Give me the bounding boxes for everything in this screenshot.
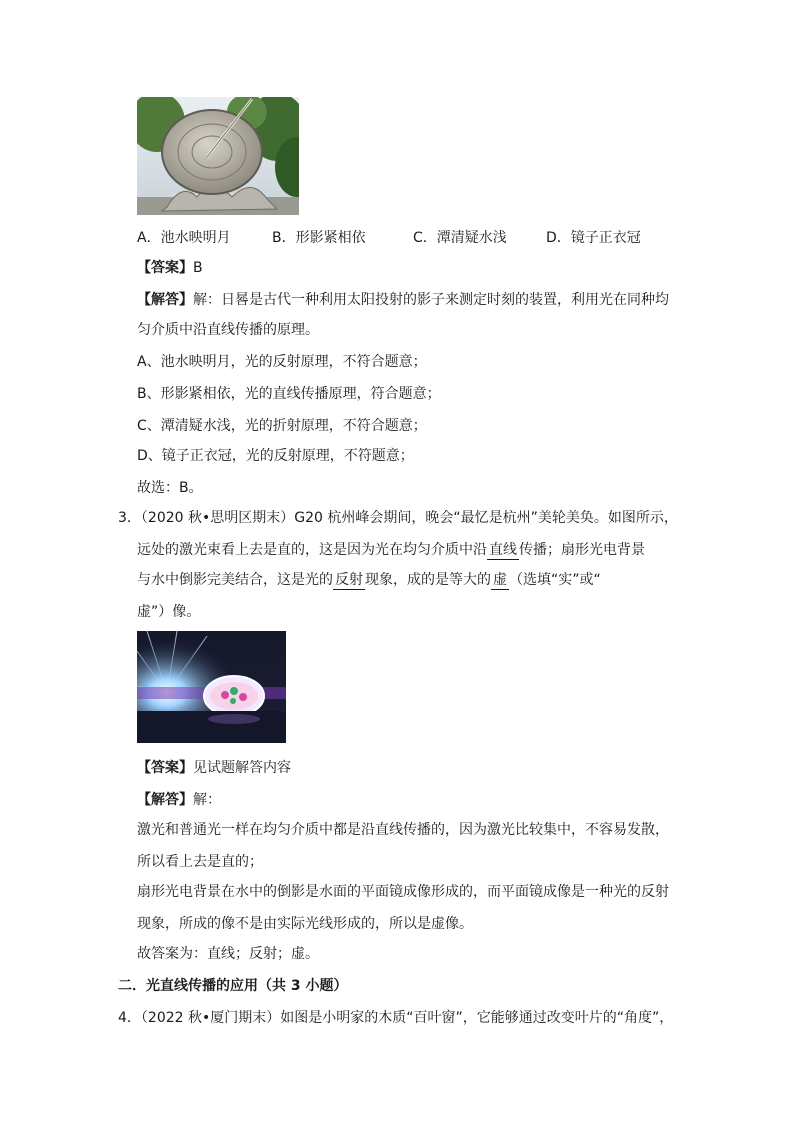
analysis-paragraph: 现象，所成的像不是由实际光线形成的，所以是虚像。 [137, 916, 473, 932]
question-3-line1: 3．（2020 秋•思明区期末）G20 杭州峰会期间，晚会“最忆是杭州”美轮美奂。如图所示， [118, 510, 678, 526]
answer-row [137, 258, 203, 278]
question-3-line3 [137, 570, 601, 590]
option-d: D．镜子正衣冠 [546, 230, 641, 246]
sundial-image [137, 97, 299, 215]
analysis-text: 解： [193, 792, 221, 808]
question-3-line2 [137, 540, 645, 560]
question-text: （选填“实”或“ [509, 572, 601, 588]
analysis-row [137, 790, 221, 810]
answer-value: B [193, 260, 203, 276]
question-text: 传播；扇形光电背景 [519, 542, 645, 558]
analysis-item: A、池水映明月，光的反射原理，不符合题意； [137, 354, 427, 370]
option-c: C．潭清疑水浅 [413, 230, 507, 246]
analysis-item: B、形影紧相依，光的直线传播原理，符合题意； [137, 386, 441, 402]
blank-answer-3: 虚 [493, 572, 507, 588]
analysis-paragraph: 扇形光电背景在水中的倒影是水面的平面镜成像形成的，而平面镜成像是一种光的反射 [137, 884, 669, 900]
option-b: B．形影紧相依 [272, 230, 366, 246]
answer-row [137, 758, 291, 778]
question-3-line4: 虚”）像。 [137, 604, 201, 620]
analysis-text-cont: 匀介质中沿直线传播的原理。 [137, 322, 319, 338]
choose-text: 故选：B。 [137, 480, 203, 496]
question-text: 现象，成的是等大的 [365, 572, 491, 588]
analysis-item: C、潭清疑水浅，光的折射原理，不符合题意； [137, 418, 427, 434]
analysis-label: 【解答】 [137, 292, 193, 308]
analysis-text: 解：日晷是古代一种利用太阳投射的影子来测定时刻的装置，利用光在同种均 [193, 292, 669, 308]
answer-label: 【答案】 [137, 760, 193, 776]
question-text: 远处的激光束看上去是直的，这是因为光在均匀介质中沿 [137, 542, 487, 558]
question-text: 与水中倒影完美结合，这是光的 [137, 572, 333, 588]
blank-answer-2: 反射 [335, 572, 363, 588]
analysis-label: 【解答】 [137, 792, 193, 808]
analysis-row [137, 290, 669, 310]
question-4-line1: 4．（2022 秋•厦门期末）如图是小明家的木质“百叶窗”，它能够通过改变叶片的“角度”， [118, 1010, 674, 1026]
analysis-paragraph: 所以看上去是直的； [137, 854, 263, 870]
option-a: A．池水映明月 [137, 230, 231, 246]
section-heading: 二．光直线传播的应用（共 3 小题） [118, 978, 348, 994]
final-answer: 故答案为：直线；反射；虚。 [137, 946, 319, 962]
answer-label: 【答案】 [137, 260, 193, 276]
analysis-item: D、镜子正衣冠，光的反射原理，不符题意； [137, 448, 414, 464]
analysis-paragraph: 激光和普通光一样在均匀介质中都是沿直线传播的，因为激光比较集中，不容易发散， [137, 822, 669, 838]
blank-answer-1: 直线 [489, 542, 517, 558]
laser-show-image [137, 631, 286, 743]
answer-value: 见试题解答内容 [193, 760, 291, 776]
